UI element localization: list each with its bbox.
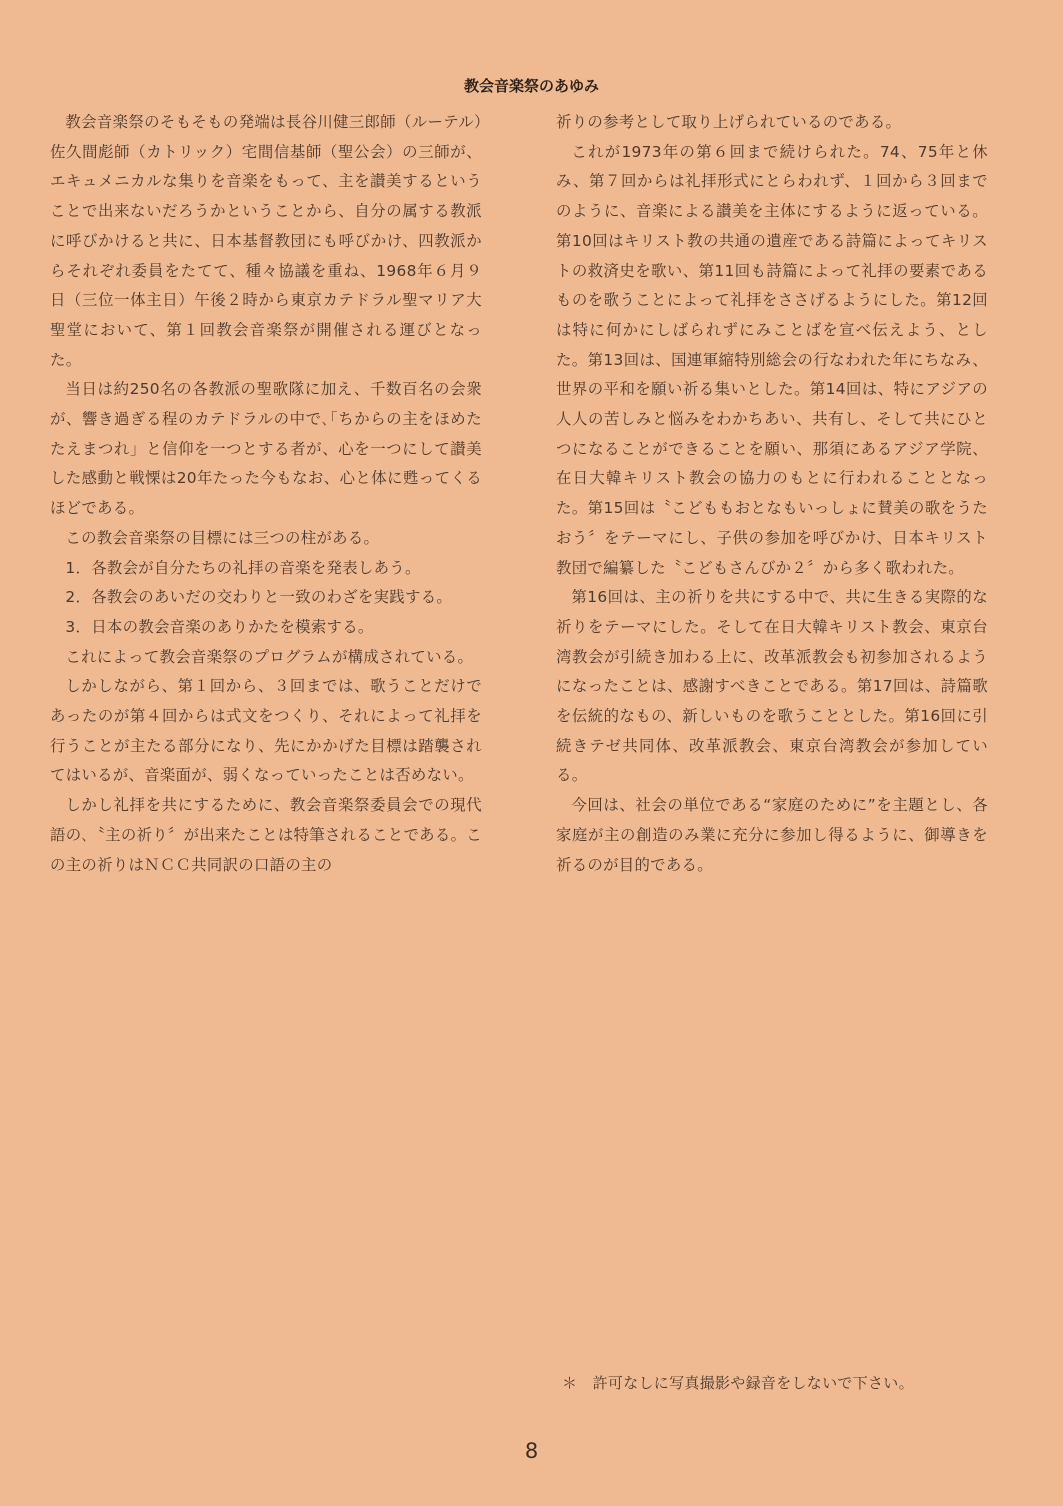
left-column (50, 108, 482, 880)
paragraph: この教会音楽祭の目標には三つの柱がある。 (65, 528, 380, 547)
page-number: 8 (524, 1439, 539, 1463)
list-item: 2．各教会のあいだの交わりと一致のわざを実践する。 (65, 588, 453, 607)
paragraph: これが1973年の第６回まで続けられた。74、75年と休み、第７回からは礼拝形式にとらわれず、１回から３回までのように、音楽による讃美を主体にするように返っている。第10回はキリスト教の共通の遺産である詩篇によってキリストの救済史を歌い、第11回も詩篇によって礼拝の要素であるものを歌うことによって礼拝をささげるようにした。第12回は特に何かにしばられずにみことばを宣べ伝えよう、とした。第13回は、国連軍縮特別総会の行なわれた年にちなみ、世界の平和を願い祈る集いとした。第14回は、特にアジアの人人の苦しみと悩みをわかちあい、共有し、そして共にひとつになることができることを願い、那須にあるアジア学院、在日大韓キリスト教会の協力のもとに行われることとなった。第15回は〝こどももおとなもいっしょに賛美の歌をうたおう〞をテーマにし、子供の参加を呼びかけ、日本キリスト教団で編纂した〝こどもさんびか２〞から多く歌われた。 (556, 142, 988, 577)
paragraph: 今回は、社会の単位である“家庭のために”を主題とし、各家庭が主の創造のみ業に充分に参加し得るように、御導きを祈るのが目的である。 (556, 796, 988, 874)
paragraph: しかしながら、第１回から、３回までは、歌うことだけであったのが第４回からは式文をつくり、それによって礼拝を行うことが主たる部分になり、先にかかげた目標は踏襲されてはいるが、音楽面が、弱くなっていったことは否めない。 (50, 677, 482, 785)
paragraph: 第16回は、主の祈りを共にする中で、共に生きる実際的な祈りをテーマにした。そして在日大韓キリスト教会、東京台湾教会が引続き加わる上に、改革派教会も初参加されるようになったことは、感謝すべきことである。第17回は、詩篇歌を伝統的なもの、新しいものを歌うこととした。第16回に引続きテゼ共同体、改革派教会、東京台湾教会が参加している。 (556, 588, 988, 785)
list-item: 3．日本の教会音楽のありかたを模索する。 (65, 617, 374, 636)
paragraph: しかし礼拝を共にするために、教会音楽祭委員会での現代語の､〝主の祈り〞が出来たことは特筆されることである。この主の祈りはＮＣＣ共同訳の口語の主の (50, 796, 482, 874)
paragraph: これによって教会音楽祭のプログラムが構成されている。 (65, 647, 474, 666)
footnote: ＊ 許可なしに写真撮影や録音をしないで下さい。 (562, 1374, 914, 1392)
right-column (556, 108, 988, 880)
paragraph: 祈りの参考として取り上げられているのである。 (556, 113, 902, 131)
paragraph: 教会音楽祭のそもそもの発端は長谷川健三郎師（ルーテル）佐久間彪師（カトリック）宅間信基師（聖公会）の三師が、エキュメニカルな集りを音楽をもって、主を讃美するということで出来ないだろうかということから、自分の属する教派に呼びかけると共に、日本基督教団にも呼びかけ、四教派からそれぞれ委員をたてて、種々協議を重ね、1968年６月９日（三位一体主日）午後２時から東京カテドラル聖マリア大聖堂において、第１回教会音楽祭が開催される運びとなった。 (50, 113, 482, 369)
list-item: 1．各教会が自分たちの礼拝の音楽を発表しあう。 (65, 558, 421, 577)
page-title: 教会音楽祭のあゆみ (463, 77, 599, 95)
paragraph: 当日は約250名の各教派の聖歌隊に加え、千数百名の会衆が、響き過ぎる程のカテドラルの中で､｢ちからの主をほめたたえまつれ」と信仰を一つとする者が、心を一つにして讃美した感動と戦慄は20年たった今もなお、心と体に甦ってくるほどである。 (50, 380, 482, 518)
